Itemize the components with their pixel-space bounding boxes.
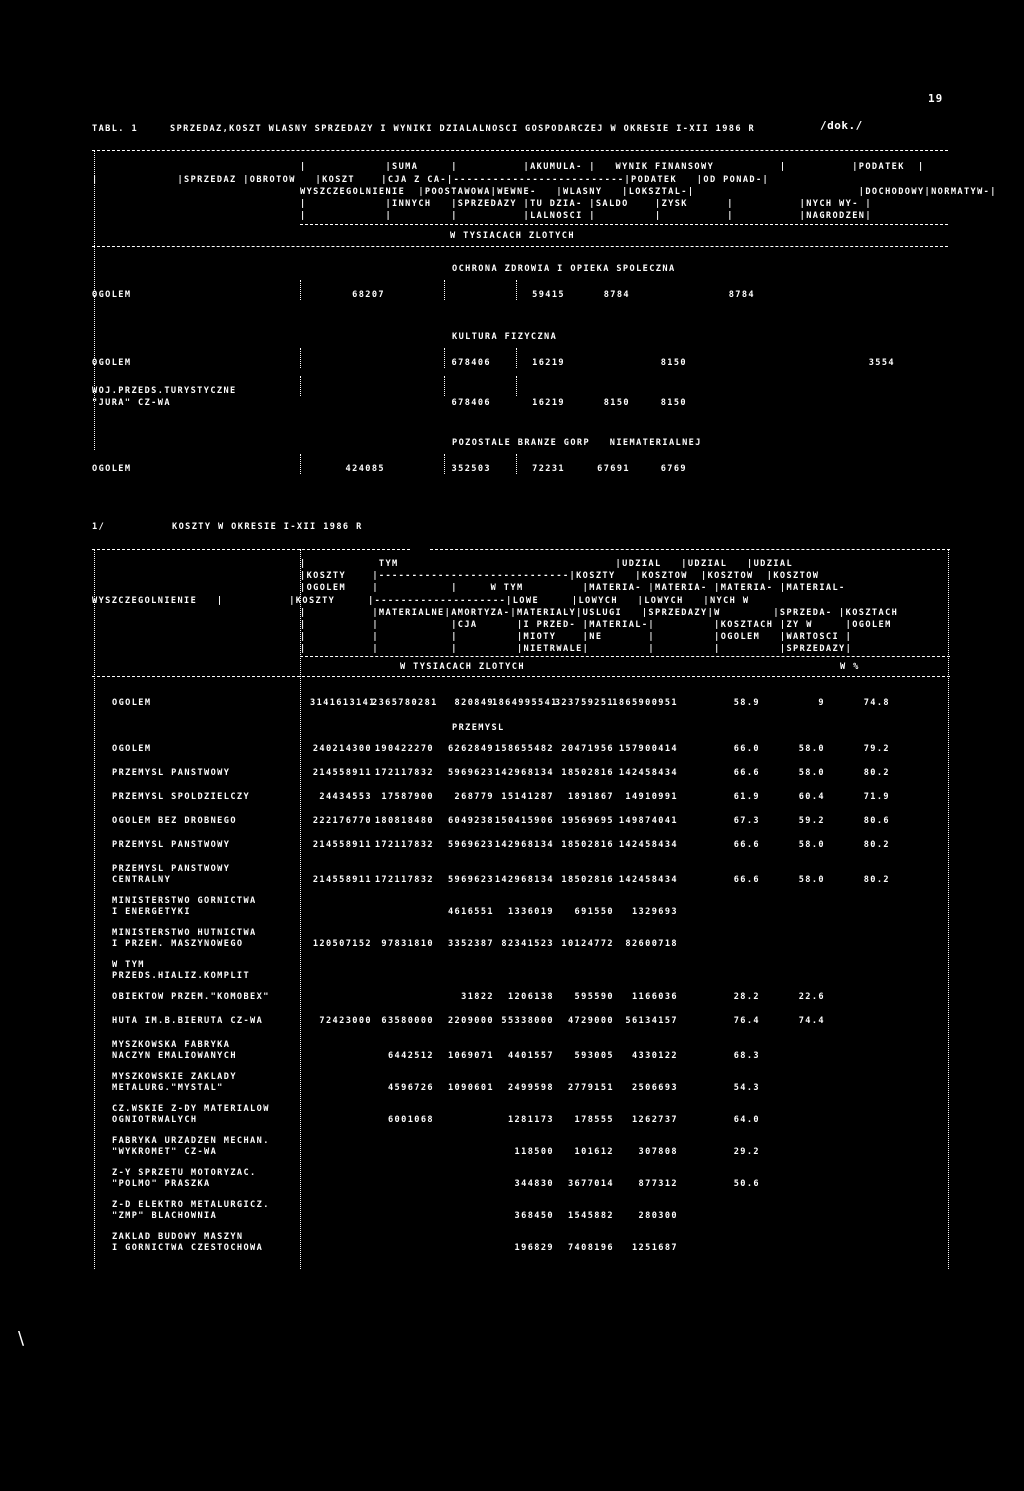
table2-cell: 66.6 <box>733 875 760 885</box>
table2-cell: 58.0 <box>798 744 825 754</box>
row-label: OGOLEM BEZ DROBNEGO <box>112 816 237 826</box>
table2-cell: 58.9 <box>733 698 760 708</box>
table2-cell: 22.6 <box>798 992 825 1002</box>
rule-line <box>92 676 950 677</box>
table2-cell: 82341523 <box>501 939 554 949</box>
table2-cell: 4330122 <box>631 1051 678 1061</box>
table2-header-line: | TYM |UDZIAL |UDZIAL |UDZIAL <box>300 559 794 569</box>
table1-cell: 6769 <box>660 464 687 474</box>
continuation-mark: /dok./ <box>820 119 863 132</box>
column-separator <box>300 280 301 300</box>
row-label: ZAKLAD BUDOWY MASZYN <box>112 1232 244 1242</box>
table2-cell: 59.2 <box>798 816 825 826</box>
table2-cell: 18502816 <box>561 768 614 778</box>
table2-cell: 214558911 <box>312 840 372 850</box>
column-separator <box>444 348 445 368</box>
row-label: MYSZKOWSKIE ZAKLADY <box>112 1072 237 1082</box>
table2-cell: 15141287 <box>501 792 554 802</box>
table2-cell: 4729000 <box>567 1016 614 1026</box>
table2-cell: 691550 <box>574 907 614 917</box>
table2-cell: 9 <box>818 698 825 708</box>
table2-cell: 2499598 <box>507 1083 554 1093</box>
table2-cell: 18502816 <box>561 840 614 850</box>
table2-cell: 142968134 <box>494 768 554 778</box>
row-label: W TYM <box>112 960 145 970</box>
row-label: OGOLEM <box>92 464 132 474</box>
table1-section-title: KULTURA FIZYCZNA <box>452 332 558 342</box>
row-label: Z-Y SPRZETU MOTORYZAC. <box>112 1168 257 1178</box>
row-label: FABRYKA URZADZEN MECHAN. <box>112 1136 270 1146</box>
table2-cell: 1281173 <box>507 1115 554 1125</box>
table1-cell: 8784 <box>603 290 630 300</box>
column-separator <box>94 549 95 1269</box>
row-label-cont: "JURA" CZ-WA <box>92 398 171 408</box>
rule-line <box>430 549 950 550</box>
row-label: OBIEKTOW PRZEM."KOMOBEX" <box>112 992 270 1002</box>
table2-cell: 1206138 <box>507 992 554 1002</box>
table2-cell: 214558911 <box>312 768 372 778</box>
table1-header-line: | | | |LALNOSCI | | | |NAGRODZEN| <box>300 211 872 221</box>
table2-cell: 149874041 <box>618 816 678 826</box>
table2-cell: 14910991 <box>625 792 678 802</box>
row-label: WOJ.PRZEDS.TURYSTYCZNE <box>92 386 237 396</box>
table2-cell: 344830 <box>514 1179 554 1189</box>
column-separator <box>948 549 949 1269</box>
row-label-cont: I PRZEM. MASZYNOWEGO <box>112 939 244 949</box>
row-label: OGOLEM <box>112 744 152 754</box>
column-separator <box>300 348 301 368</box>
table1-cell: 352503 <box>451 464 491 474</box>
rule-line <box>92 246 948 247</box>
table2-cell: 172117832 <box>374 768 434 778</box>
table1-cell: 72231 <box>532 464 565 474</box>
table2-cell: 1069071 <box>447 1051 494 1061</box>
table2-cell: 1336019 <box>507 907 554 917</box>
table1-header-line: | |SUMA | |AKUMULA- | WYNIK FINANSOWY | |PODATEK | <box>300 162 925 172</box>
table2-cell: 158655482 <box>494 744 554 754</box>
table2-cell: 240214300 <box>312 744 372 754</box>
table2-cell: 5969623 <box>447 768 494 778</box>
table2-cell: 142458434 <box>618 768 678 778</box>
row-label-cont: "POLMO" PRASZKA <box>112 1179 211 1189</box>
row-label-cont: PRZEDS.HIALIZ.KOMPLIT <box>112 971 251 981</box>
table1-section-title: POZOSTALE BRANZE GORP NIEMATERIALNEJ <box>452 438 702 448</box>
table2-cell: 1262737 <box>631 1115 678 1125</box>
table2-cell: 80.2 <box>863 875 890 885</box>
column-separator <box>444 280 445 300</box>
table2-cell: 2506693 <box>631 1083 678 1093</box>
row-label-cont: "WYKROMET" CZ-WA <box>112 1147 218 1157</box>
table2-cell: 3677014 <box>567 1179 614 1189</box>
table2-cell: 6049238 <box>447 816 494 826</box>
table2-cell: 74.8 <box>863 698 890 708</box>
table2-cell: 2209000 <box>447 1016 494 1026</box>
row-label: CZ.WSKIE Z-DY MATERIALOW <box>112 1104 270 1114</box>
row-label: OGOLEM <box>92 290 132 300</box>
table1-cell: 8150 <box>660 398 687 408</box>
table2-cell: 82600718 <box>625 939 678 949</box>
table2-header-line: WYSZCZEGOLNIENIE | |KOSZTY |--------------------|LOWE |LOWYCH |LOWYCH |NYCH W <box>92 596 750 606</box>
table2-cell: 4616551 <box>447 907 494 917</box>
table2-cell: 66.6 <box>733 768 760 778</box>
table2-header-line: |OGOLEM | | W TYM |MATERIA- |MATERIA- |MATERIA- |MATERIAL- <box>300 583 846 593</box>
table2-cell: 7408196 <box>567 1243 614 1253</box>
table2-cell: 595590 <box>574 992 614 1002</box>
table2-cell: 60.4 <box>798 792 825 802</box>
table2-cell: 101612 <box>574 1147 614 1157</box>
table2-cell: 142968134 <box>494 840 554 850</box>
table1-header-line: | |INNYCH |SPRZEDAZY |TU DZIA- |SALDO |ZYSK | |NYCH WY- | <box>300 199 872 209</box>
row-label: PRZEMYSL PANSTWOWY <box>112 768 231 778</box>
table2-cell: 150415906 <box>494 816 554 826</box>
table2-cell: 20471956 <box>561 744 614 754</box>
column-separator <box>300 376 301 396</box>
row-label-cont: OGNIOTRWALYCH <box>112 1115 198 1125</box>
table2-cell: 190422270 <box>374 744 434 754</box>
table2-cell: 50.6 <box>733 1179 760 1189</box>
table2-cell: 280300 <box>638 1211 678 1221</box>
table1-header-line: WYSZCZEGOLNIENIE |POOSTAWOWA|WEWNE- |WLASNY |LOKSZTAL-| |DOCHODOWY|NORMATYW-| <box>300 187 997 197</box>
table2-cell: 4401557 <box>507 1051 554 1061</box>
table-title: SPRZEDAZ,KOSZT WLASNY SPRZEDAZY I WYNIKI DZIALALNOSCI GOSPODARCZEJ W OKRESIE I-XII 1986 R <box>170 124 756 134</box>
column-separator <box>300 454 301 474</box>
table2-cell: 118500 <box>514 1147 554 1157</box>
table2-cell: 66.0 <box>733 744 760 754</box>
table2-cell: 180818480 <box>374 816 434 826</box>
table2-header-line: | | | |MIOTY |NE | |OGOLEM |WARTOSCI | <box>300 632 853 642</box>
page-number: 19 <box>928 92 944 105</box>
table2-cell: 1545882 <box>567 1211 614 1221</box>
table2-cell: 593005 <box>574 1051 614 1061</box>
table2-cell: 877312 <box>638 1179 678 1189</box>
table2-cell: 142968134 <box>494 875 554 885</box>
table2-cell: 64.0 <box>733 1115 760 1125</box>
table2-cell: 1329693 <box>631 907 678 917</box>
table2-cell: 142458434 <box>618 875 678 885</box>
table2-cell: 196829 <box>514 1243 554 1253</box>
table1-cell: 678406 <box>451 358 491 368</box>
table2-cell: 172117832 <box>374 840 434 850</box>
table2-cell: 2779151 <box>567 1083 614 1093</box>
table1-cell: 59415 <box>532 290 565 300</box>
column-separator <box>444 454 445 474</box>
table2-cell: 6262849 <box>447 744 494 754</box>
table2-cell: 29.2 <box>733 1147 760 1157</box>
table1-cell: 68207 <box>352 290 385 300</box>
table1-cell: 3554 <box>868 358 895 368</box>
table2-cell: 66.6 <box>733 840 760 850</box>
table2-cell: 56134157 <box>625 1016 678 1026</box>
table2-cell: 54.3 <box>733 1083 760 1093</box>
row-label: MINISTERSTWO HUTNICTWA <box>112 928 257 938</box>
column-separator <box>516 280 517 300</box>
table2-percent-label: W % <box>840 662 860 672</box>
table2-header-line: | |MATERIALNE|AMORTYZA-|MATERIALY|USLUGI |SPRZEDAZY|W |SPRZEDA- |KOSZTACH <box>300 608 899 618</box>
table2-cell: 214558911 <box>312 875 372 885</box>
table2-cell: 28.2 <box>733 992 760 1002</box>
table2-cell: 120507152 <box>312 939 372 949</box>
rule-line <box>300 656 950 657</box>
table2-cell: 1251687 <box>631 1243 678 1253</box>
table2-cell: 97831810 <box>381 939 434 949</box>
table2-cell: 58.0 <box>798 768 825 778</box>
row-label: HUTA IM.B.BIERUTA CZ-WA <box>112 1016 264 1026</box>
row-label-cont: CENTRALNY <box>112 875 172 885</box>
table2-cell: 4596726 <box>387 1083 434 1093</box>
table2-cell: 3352387 <box>447 939 494 949</box>
table2-cell: 1864995541 <box>492 698 558 708</box>
table2-cell: 172117832 <box>374 875 434 885</box>
row-label: PRZEMYSL PANSTWOWY <box>112 864 231 874</box>
table2-cell: 19569695 <box>561 816 614 826</box>
row-label: MINISTERSTWO GORNICTWA <box>112 896 257 906</box>
table1-unit-label: W TYSIACACH ZLOTYCH <box>450 231 575 241</box>
row-label: PRZEMYSL SPOLDZIELCZY <box>112 792 251 802</box>
table2-cell: 80.2 <box>863 840 890 850</box>
table2-cell: 142458434 <box>618 840 678 850</box>
table2-cell: 58.0 <box>798 840 825 850</box>
table2-cell: 3141613141 <box>310 698 376 708</box>
rule-line <box>92 549 410 550</box>
table1-cell: 678406 <box>451 398 491 408</box>
row-label: PRZEMYSL PANSTWOWY <box>112 840 231 850</box>
row-label-cont: I GORNICTWA CZESTOCHOWA <box>112 1243 264 1253</box>
table2-header-line: |KOSZTY |-----------------------------|KOSZTY |KOSZTOW |KOSZTOW |KOSZTOW <box>300 571 820 581</box>
table1-cell: 16219 <box>532 358 565 368</box>
table2-cell: 1865900951 <box>612 698 678 708</box>
table2-cell: 5969623 <box>447 840 494 850</box>
table2-cell: 820849 <box>454 698 494 708</box>
rule-line <box>92 150 948 151</box>
table2-title: KOSZTY W OKRESIE I-XII 1986 R <box>172 522 363 532</box>
table2-cell: 55338000 <box>501 1016 554 1026</box>
table2-header-line: | | | |NIETRWALE| | | |SPRZEDAZY| <box>300 644 853 654</box>
row-label-cont: I ENERGETYKI <box>112 907 191 917</box>
table2-cell: 17587900 <box>381 792 434 802</box>
table2-cell: 80.6 <box>863 816 890 826</box>
row-label-cont: "ZMP" BLACHOWNIA <box>112 1211 218 1221</box>
table2-cell: 31822 <box>461 992 494 1002</box>
table2-cell: 71.9 <box>863 792 890 802</box>
stray-mark: \ <box>18 1328 25 1349</box>
table2-cell: 6001068 <box>387 1115 434 1125</box>
table2-cell: 58.0 <box>798 875 825 885</box>
row-label-cont: NACZYN EMALIOWANYCH <box>112 1051 237 1061</box>
table2-cell: 1166036 <box>631 992 678 1002</box>
table2-cell: 268779 <box>454 792 494 802</box>
footnote-marker: 1/ <box>92 522 106 532</box>
table1-cell: 67691 <box>597 464 630 474</box>
table2-section-title: PRZEMYSL <box>452 723 505 733</box>
table2-cell: 80.2 <box>863 768 890 778</box>
table2-cell: 157900414 <box>618 744 678 754</box>
column-separator <box>444 376 445 396</box>
table1-cell: 16219 <box>532 398 565 408</box>
table1-cell: 424085 <box>345 464 385 474</box>
table2-cell: 79.2 <box>863 744 890 754</box>
table2-cell: 68.3 <box>733 1051 760 1061</box>
rule-line <box>300 224 948 225</box>
table2-cell: 74.4 <box>798 1016 825 1026</box>
column-separator <box>516 454 517 474</box>
table2-cell: 1891867 <box>567 792 614 802</box>
column-separator <box>300 549 301 1269</box>
table2-cell: 18502816 <box>561 875 614 885</box>
table2-header-line: | | |CJA |I PRZED- |MATERIAL-| |KOSZTACH |ZY W |OGOLEM <box>300 620 892 630</box>
row-label: OGOLEM <box>92 358 132 368</box>
table1-cell: 8150 <box>603 398 630 408</box>
table1-header-line: | |SPRZEDAZ |OBROTOW |KOSZT |CJA Z CA-|--------------------------|PODATEK |OD PONAD-| <box>92 175 770 185</box>
table2-cell: 323759251 <box>554 698 614 708</box>
table2-cell: 63580000 <box>381 1016 434 1026</box>
table1-cell: 8150 <box>660 358 687 368</box>
column-separator <box>516 376 517 396</box>
table2-cell: 2365780281 <box>372 698 438 708</box>
table2-cell: 10124772 <box>561 939 614 949</box>
table2-cell: 178555 <box>574 1115 614 1125</box>
table2-cell: 6442512 <box>387 1051 434 1061</box>
row-label: OGOLEM <box>112 698 152 708</box>
table2-cell: 1090601 <box>447 1083 494 1093</box>
row-label-cont: METALURG."MYSTAL" <box>112 1083 224 1093</box>
table1-section-title: OCHRONA ZDROWIA I OPIEKA SPOLECZNA <box>452 264 676 274</box>
row-label: MYSZKOWSKA FABRYKA <box>112 1040 231 1050</box>
table2-cell: 5969623 <box>447 875 494 885</box>
column-separator <box>516 348 517 368</box>
table2-cell: 24434553 <box>319 792 372 802</box>
table2-cell: 307808 <box>638 1147 678 1157</box>
table2-cell: 72423000 <box>319 1016 372 1026</box>
table-label: TABL. 1 <box>92 124 139 134</box>
table1-cell: 8784 <box>728 290 755 300</box>
row-label: Z-D ELEKTRO METALURGICZ. <box>112 1200 270 1210</box>
table2-cell: 61.9 <box>733 792 760 802</box>
table2-cell: 368450 <box>514 1211 554 1221</box>
table2-cell: 67.3 <box>733 816 760 826</box>
table2-cell: 76.4 <box>733 1016 760 1026</box>
table2-cell: 222176770 <box>312 816 372 826</box>
table2-unit-label: W TYSIACACH ZLOTYCH <box>400 662 525 672</box>
